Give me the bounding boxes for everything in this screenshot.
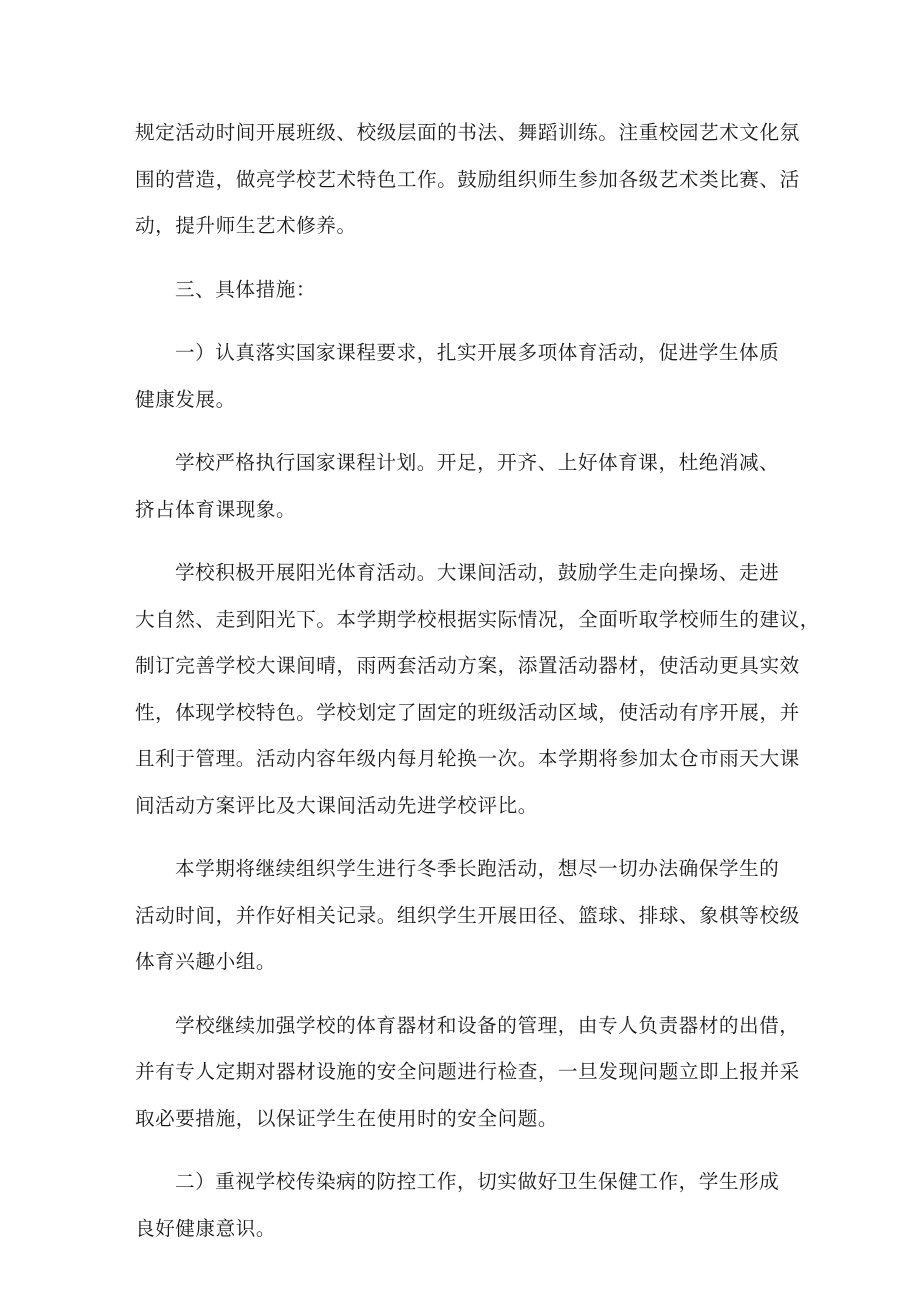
document-body [135,110,820,1269]
paragraph-winter-running [135,846,800,986]
text-line: 规定活动时间开展班级、校级层面的书法、舞蹈训练。注重校园艺术文化氛 [135,121,800,144]
paragraph-arts-activities [135,110,800,250]
text-line: 学校严格执行国家课程计划。开足，开齐、上好体育课，杜绝消减、 [175,451,780,474]
text-line: 制订完善学校大课间晴，雨两套活动方案，添置活动器材，使活动更具实效 [135,654,800,677]
text-line: 围的营造，做亮学校艺术特色工作。鼓励组织师生参加各级艺术类比赛、活 [135,167,800,191]
text-line: 取必要措施，以保证学生在使用时的安全问题。 [135,1106,559,1130]
text-line: 挤占体育课现象。 [135,497,297,521]
text-line: 动，提升师生艺术修养。 [135,214,357,237]
text-line: 健康发展。 [135,387,236,411]
section-heading-measures [135,267,785,314]
text-line: 且利于管理。活动内容年级内每月轮换一次。本学期将参加太仓市雨天大课 [135,747,800,770]
paragraph-pe-classes [135,440,785,533]
text-line: 体育兴趣小组。 [135,950,277,973]
text-line: 活动时间，并作好相关记录。组织学生开展田径、篮球、排球、象棋等校级 [135,903,800,927]
subheading-disease-prevention [135,1159,785,1252]
text-line: 大自然、走到阳光下。本学期学校根据实际情况，全面听取学校师生的建议， [135,607,820,631]
heading-text: 三、具体措施： [175,277,317,301]
text-line: 良好健康意识。 [135,1216,277,1240]
text-line: 本学期将继续组织学生进行冬季长跑活动，想尽一切办法确保学生的 [175,857,780,880]
text-line: 二）重视学校传染病的防控工作，切实做好卫生保健工作，学生形成 [175,1170,780,1193]
text-line: 学校积极开展阳光体育活动。大课间活动，鼓励学生走向操场、走进 [175,561,780,584]
text-line: 间活动方案评比及大课间活动先进学校评比。 [135,793,538,817]
text-line: 一）认真落实国家课程要求，扎实开展多项体育活动，促进学生体质 [175,341,780,364]
paragraph-equipment-management [135,1003,800,1143]
text-line: 并有专人定期对器材设施的安全问题进行检查，一旦发现问题立即上报并采 [135,1060,800,1083]
paragraph-sunshine-sports [135,550,820,829]
text-line: 学校继续加强学校的体育器材和设备的管理，由专人负责器材的出借， [175,1013,800,1037]
text-line: 性，体现学校特色。学校划定了固定的班级活动区域，使活动有序开展，并 [135,700,800,724]
subheading-national-curriculum [135,330,785,423]
